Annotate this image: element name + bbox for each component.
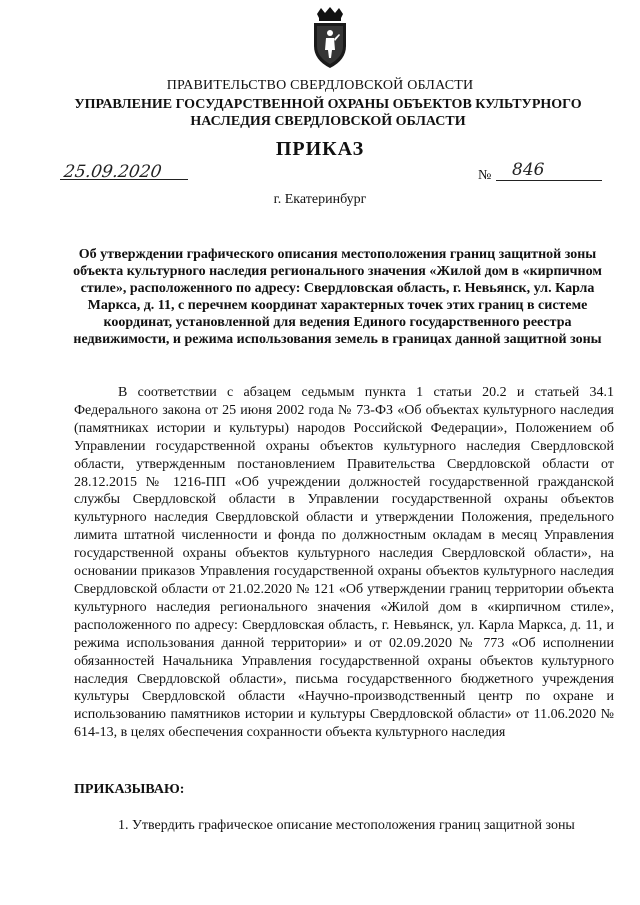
number-label: № (478, 168, 492, 183)
date-underline (60, 179, 188, 180)
government-name: ПРАВИТЕЛЬСТВО СВЕРДЛОВСКОЙ ОБЛАСТИ (166, 78, 474, 93)
document-city: г. Екатеринбург (273, 192, 367, 207)
sverdlovsk-coat-of-arms-icon (307, 6, 353, 70)
document-date-field (60, 162, 190, 182)
document-date: 25.09.2020 (62, 162, 163, 182)
order-directive-heading: ПРИКАЗЫВАЮ: (74, 782, 185, 797)
number-underline (496, 180, 602, 181)
order-clause-1: 1. Утвердить графическое описание местоположения границ защитной зоны (118, 818, 575, 833)
document-type: ПРИКАЗ (275, 138, 365, 160)
document-number-field (496, 160, 602, 184)
document-number: 846 (512, 160, 545, 180)
document-subject: Об утверждении графического описания местоположения границ защитной зоны объекта культурного наследия регионального значения «Жилой дом в «кирпичном стиле», расположенного по адресу: Свердловская область, г. Невьянск, ул. Карла Маркса, д. 11, с перечнем координат характерных точек этих границ в системе координат, установленной для ведения Единого государственного реестра недвижимости, и режима использования земель в границах данной защитной зоны (73, 247, 602, 347)
department-name: УПРАВЛЕНИЕ ГОСУДАРСТВЕННОЙ ОХРАНЫ ОБЪЕКТОВ КУЛЬТУРНОГО НАСЛЕДИЯ СВЕРДЛОВСКОЙ ОБЛАСТИ (74, 97, 582, 129)
preamble-paragraph: В соответствии с абзацем седьмым пункта 1 статьи 20.2 и статьей 34.1 Федерального закона от 25 июня 2002 года № 73-ФЗ «Об объектах культурного наследия (памятниках истории и культуры) народов Российской Федерации», Положением об Управлении государственной охраны объектов культурного наследия Свердловской области, утвержденным постановлением Правительства Свердловской области от 28.12.2015 № 1216-ПП «Об учреждении должностей государственной гражданской службы Свердловской области в Управлении государственной охраны объектов культурного наследия Свердловской области и утверждении Положения, предельного лимита штатной численности и фонда по должностным окладам в месяц Управления государственной охраны объектов культурного наследия Свердловской области», на основании приказов Управления государственной охраны объектов культурного наследия Свердловской области от 21.02.2020 № 121 «Об утверждении границ территории объекта культурного наследия регионального значения «Жилой дом в «кирпичном стиле», расположенного по адресу: Свердловская область, г. Невьянск, ул. Карла Маркса, д. 11, и режима использования данной территории» и от 02.09.2020 № 773 «Об исполнении обязанностей Начальника Управления государственной охраны объектов культурного наследия Свердловской области», письма государственного бюджетного учреждения культуры Свердловской области «Научно-производственный центр по охране и использованию памятников истории и культуры Свердловской области» от 11.06.2020 № 614-13, в целях обеспечения сохранности объекта культурного наследия (74, 385, 614, 741)
